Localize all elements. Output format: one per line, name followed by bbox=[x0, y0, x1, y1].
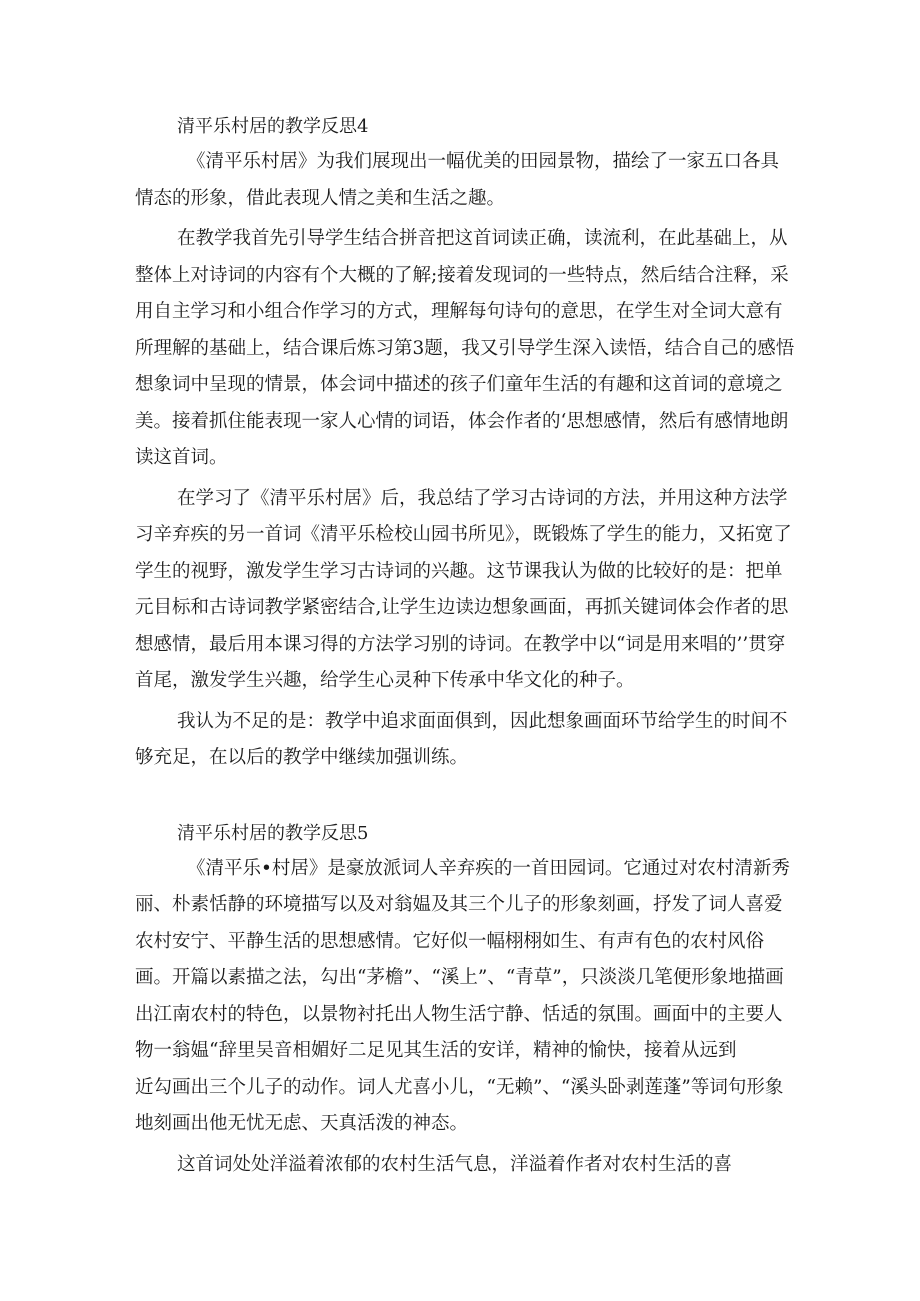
document-page bbox=[135, 110, 795, 1183]
section-5-paragraph-1: 《清平乐•村居》是豪放派词人辛弃疾的一首田园词。它通过对农村清新秀丽、朴素恬静的环境描写以及对翁媪及其三个儿子的形象刻画，抒发了词人喜爱农村安宁、平静生活的思想感情。它好似一幅栩栩如生、有声有色的农村风俗画。开篇以素描之法，勾出“茅檐”、“溪上”、“青草”，只淡淡几笔便形象地描画出江南农村的特色，以景物衬托出人物生活宁静、恬适的氛围。画面中的主要人物一翁媪“辞里吴音相媚好二足见其生活的安详，精神的愉快，接着从远到 bbox=[135, 857, 790, 1061]
section-5-paragraph-1-continued: 近勾画出三个儿子的动作。词人尤喜小儿，“无赖”、“溪头卧剥莲蓬”等词句形象地刻画出他无忧无虑、天真活泼的神态。 bbox=[135, 1076, 784, 1134]
section-4-title: 清平乐村居的教学反思4 bbox=[177, 116, 369, 137]
section-4-paragraph-3: 在学习了《清平乐村居》后，我总结了学习古诗词的方法，并用这种方法学习辛弃疾的另一首词《清平乐检校山园书所见》，既锻炼了学生的能力，又拓宽了学生的视野，激发学生学习古诗词的兴趣。这节课我认为做的比较好的是：把单元目标和古诗词教学紧密结合,让学生边读边想象画面，再抓关键词体会作者的思想感情，最后用本课习得的方法学习别的诗词。在教学中以“词是用来唱的’’贯穿首尾，激发学生兴趣，给学生心灵种下传承中华文化的种子。 bbox=[135, 487, 792, 691]
section-4-paragraph-2: 在教学我首先引导学生结合拼音把这首词读正确，读流利，在此基础上，从整体上对诗词的内容有个大概的了解;接着发现词的一些特点，然后结合注释，采用自主学习和小组合作学习的方式，理解每句诗句的意思，在学生对全词大意有所理解的基础上，结合课后炼习第3题，我又引导学生深入读悟，结合自己的感悟想象词中呈现的情景，体会词中描述的孩子们童年生活的有趣和这首词的意境之美。接着抓住能表现一家人心情的词语，体会作者的‘思想感情，然后有感情地朗读这首词。 bbox=[135, 228, 795, 468]
section-4-paragraph-4: 我认为不足的是：教学中追求面面俱到，因此想象画面环节给学生的时间不够充足，在以后的教学中继续加强训练。 bbox=[135, 710, 788, 768]
section-4-paragraph-1: 《清平乐村居》为我们展现出一幅优美的田园景物，描绘了一家五口各具情态的形象，借此表现人情之美和生活之趣。 bbox=[135, 151, 780, 209]
section-5-title: 清平乐村居的教学反思5 bbox=[177, 822, 369, 844]
section-5-paragraph-2: 这首词处处洋溢着浓郁的农村生活气息，洋溢着作者对农村生活的喜 bbox=[177, 1153, 733, 1175]
